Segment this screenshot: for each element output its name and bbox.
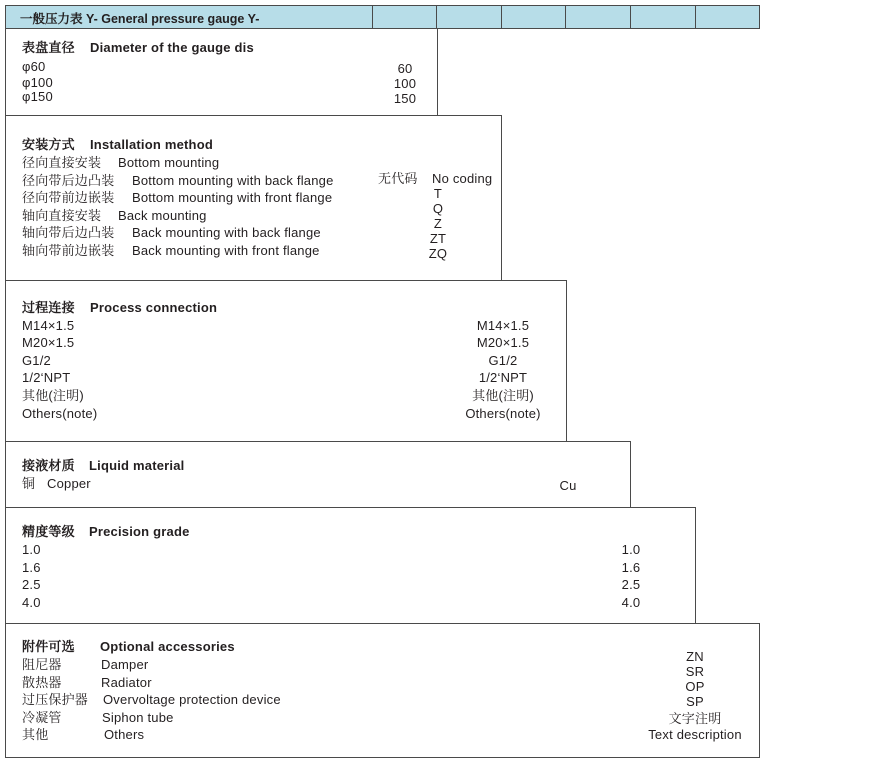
accessories-code-4: 文字注明 [668, 711, 722, 726]
diameter-code-0: 60 [397, 61, 413, 76]
precision-label-0: 1.0 [22, 542, 41, 557]
accessories-title-cn: 附件可选 [22, 639, 75, 654]
process-label-2: G1/2 [22, 353, 51, 368]
installation-cn-0: 径向直接安装 [22, 155, 102, 170]
installation-code-3: Z [433, 216, 443, 231]
precision-title-cn: 精度等级 [22, 524, 75, 539]
precision-label-2: 2.5 [22, 577, 41, 592]
liquid-item-cn: 铜 [22, 476, 36, 491]
installation-cn-3: 轴向直接安装 [22, 208, 102, 223]
precision-label-3: 4.0 [22, 595, 41, 610]
installation-title-cn: 安装方式 [22, 137, 75, 152]
process-code-2: G1/2 [488, 353, 518, 368]
accessories-cn-4: 其他 [22, 727, 49, 742]
header-cell-1 [372, 6, 373, 28]
precision-code-0: 1.0 [621, 542, 641, 557]
accessories-en-1: Radiator [101, 675, 152, 690]
process-code-5: Others(note) [465, 406, 541, 421]
accessories-cn-3: 冷凝管 [22, 710, 62, 725]
accessories-code-0: ZN [686, 649, 704, 664]
liquid-code: Cu [559, 478, 577, 493]
precision-code-3: 4.0 [621, 595, 641, 610]
accessories-code-2: OP [685, 679, 705, 694]
accessories-en-2: Overvoltage protection device [103, 692, 281, 707]
diameter-label-2: φ150 [22, 89, 53, 104]
header-cell-2 [436, 6, 437, 28]
liquid-title-en: Liquid material [89, 458, 185, 473]
diameter-code-2: 150 [393, 91, 417, 106]
header-cell-3 [501, 6, 502, 28]
installation-en-0: Bottom mounting [118, 155, 220, 170]
process-title-en: Process connection [90, 300, 218, 315]
process-label-4: 其他(注明) [22, 388, 84, 403]
installation-code-2: Q [432, 201, 444, 216]
installation-code-5: ZQ [428, 246, 448, 261]
installation-en-4: Back mounting with back flange [132, 225, 321, 240]
accessories-en-0: Damper [101, 657, 149, 672]
installation-cn-2: 径向带前边嵌装 [22, 190, 115, 205]
process-title-cn: 过程连接 [22, 300, 75, 315]
installation-title-en: Installation method [90, 137, 213, 152]
process-label-3: 1/2‘NPT [22, 370, 71, 385]
diameter-title-cn: 表盘直径 [22, 40, 75, 55]
installation-nocode-cn: 无代码 [378, 171, 418, 186]
installation-cn-5: 轴向带前边嵌装 [22, 243, 115, 258]
process-code-1: M20×1.5 [476, 335, 530, 350]
precision-code-1: 1.6 [621, 560, 641, 575]
installation-cn-4: 轴向带后边凸装 [22, 225, 115, 240]
diameter-code-1: 100 [393, 76, 417, 91]
accessories-cn-0: 阻尼器 [22, 657, 62, 672]
header-cell-5 [630, 6, 631, 28]
accessories-cn-1: 散热器 [22, 675, 62, 690]
accessories-cn-2: 过压保护器 [22, 692, 89, 707]
process-code-0: M14×1.5 [476, 318, 530, 333]
liquid-item-en: Copper [47, 476, 91, 491]
diameter-label-0: φ60 [22, 59, 46, 74]
accessories-en-3: Siphon tube [102, 710, 174, 725]
precision-code-2: 2.5 [621, 577, 641, 592]
installation-code-0: No coding [432, 171, 493, 186]
process-code-4: 其他(注明) [472, 388, 534, 403]
liquid-title-cn: 接液材质 [22, 458, 75, 473]
installation-cn-1: 径向带后边凸装 [22, 173, 115, 188]
header-bar [5, 5, 760, 29]
accessories-code-3: SP [686, 694, 704, 709]
installation-code-4: ZT [429, 231, 447, 246]
process-label-1: M20×1.5 [22, 335, 75, 350]
diameter-label-1: φ100 [22, 75, 53, 90]
header-cell-6 [695, 6, 696, 28]
header-cell-4 [565, 6, 566, 28]
installation-en-2: Bottom mounting with front flange [132, 190, 333, 205]
precision-label-1: 1.6 [22, 560, 41, 575]
precision-title-en: Precision grade [89, 524, 190, 539]
diameter-title-en: Diameter of the gauge dis [90, 40, 254, 55]
process-label-5: Others(note) [22, 406, 98, 421]
accessories-code-1: SR [685, 664, 705, 679]
installation-code-1: T [433, 186, 443, 201]
header-title: 一般压力表 Y- General pressure gauge Y- [20, 12, 260, 26]
process-label-0: M14×1.5 [22, 318, 75, 333]
accessories-code-5: Text description [648, 727, 742, 742]
installation-en-1: Bottom mounting with back flange [132, 173, 334, 188]
installation-en-3: Back mounting [118, 208, 207, 223]
accessories-en-4: Others [104, 727, 145, 742]
accessories-title-en: Optional accessories [100, 639, 235, 654]
process-code-3: 1/2‘NPT [478, 370, 528, 385]
installation-en-5: Back mounting with front flange [132, 243, 320, 258]
